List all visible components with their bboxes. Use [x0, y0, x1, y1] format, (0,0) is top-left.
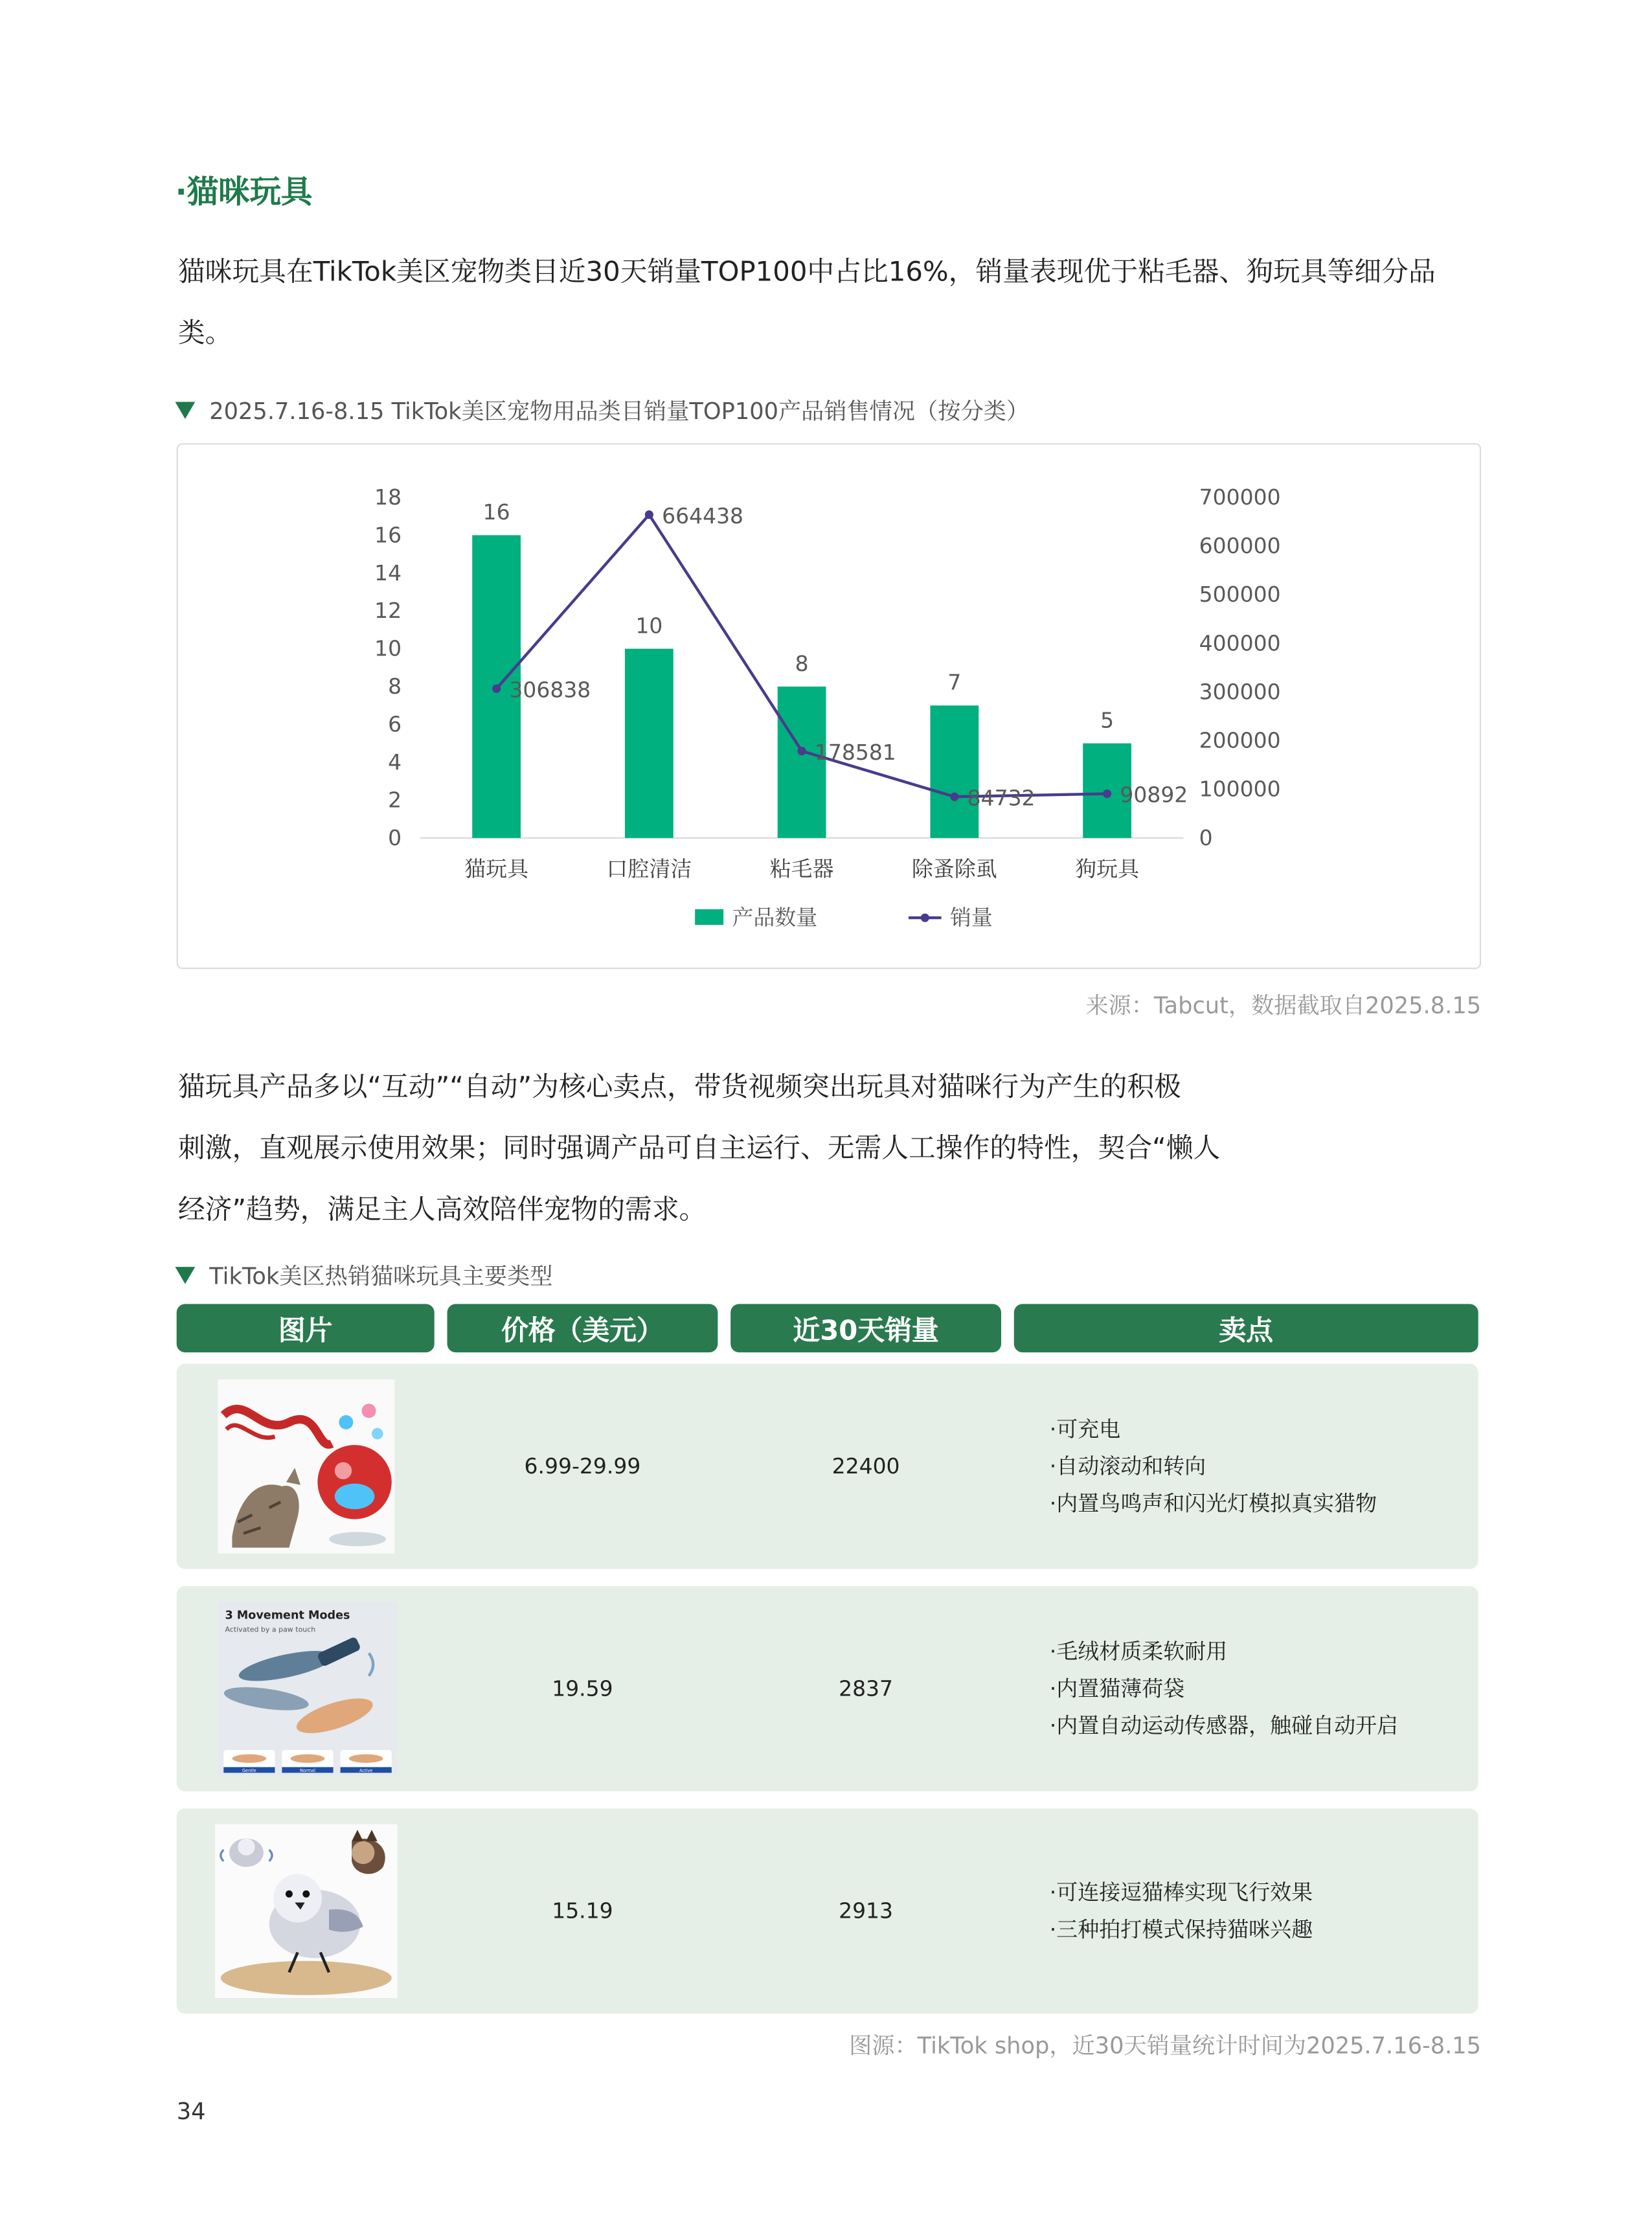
body-line-3: 经济”趋势，满足主人高效陪伴宠物的需求。: [177, 1194, 707, 1226]
x-tick-label: 口腔清洁: [606, 856, 692, 882]
x-tick-label: 除蚤除虱: [911, 856, 997, 882]
mode-active-label: Active: [359, 1768, 373, 1774]
table-caption: [175, 1258, 552, 1291]
x-tick-label: 粘毛器: [769, 856, 834, 882]
figure-caption-text: 2025.7.16-8.15 TikTok美区宠物用品类目销量TOP100产品销售情况（按分类）: [209, 397, 1030, 425]
selling-point: ·自动滚动和转向: [1049, 1453, 1206, 1479]
y-left-tick-label: 18: [374, 484, 402, 510]
y-left-tick-label: 12: [374, 598, 402, 624]
bar-data-label: 10: [635, 613, 663, 639]
selling-point: ·三种拍打模式保持猫咪兴趣: [1049, 1916, 1313, 1943]
image-title: 3 Movement Modes: [225, 1609, 350, 1622]
y-right-tick-label: 300000: [1199, 679, 1281, 705]
line-point: [492, 685, 501, 693]
page-number: 34: [176, 2097, 206, 2125]
combo-chart: [178, 445, 1480, 968]
legend-line-marker: [921, 913, 929, 922]
chart-container: [177, 443, 1481, 969]
table-source: 图源：TikTok shop，近30天销量统计时间为2025.7.16-8.15: [849, 2032, 1482, 2060]
selling-point: ·毛绒材质柔软耐用: [1049, 1639, 1228, 1665]
header-sales: 近30天销量: [730, 1304, 1001, 1352]
selling-point: ·内置自动运动传感器，触碰自动开启: [1049, 1712, 1399, 1739]
y-right-tick-label: 100000: [1199, 776, 1281, 802]
table-row: [177, 1808, 1478, 2014]
section-title: ·猫咪玩具: [175, 175, 313, 211]
y-right-tick-label: 500000: [1199, 582, 1281, 608]
body-paragraph: [178, 1058, 1481, 1242]
mode-gentle-label: Gentle: [242, 1768, 256, 1774]
line-point: [645, 510, 653, 519]
line-data-label: 664438: [662, 503, 744, 528]
line-data-label: 90892: [1120, 782, 1188, 808]
sales-cell: 2913: [839, 1898, 894, 1924]
selling-points-cell: [1050, 1364, 1377, 1569]
y-left-tick-label: 0: [388, 824, 402, 850]
table-caption-text: TikTok美区热销猫咪玩具主要类型: [209, 1262, 553, 1290]
y-left-tick-label: 10: [374, 635, 402, 661]
selling-points-cell: [1050, 1586, 1398, 1791]
line-data-label: 178581: [814, 739, 896, 765]
sales-cell: 2837: [839, 1675, 894, 1702]
line-data-label: 306838: [509, 677, 591, 703]
y-left-tick-label: 8: [388, 674, 402, 699]
header-image: 图片: [177, 1304, 435, 1352]
y-left-tick-label: 6: [388, 711, 402, 737]
body-line-1: 猫玩具产品多以“互动”“自动”为核心卖点，带货视频突出玩具对猫咪行为产生的积极: [177, 1071, 1181, 1104]
line-point: [950, 793, 958, 801]
price-cell: 15.19: [552, 1898, 613, 1924]
legend-bar-swatch: [695, 909, 723, 925]
bar: [625, 649, 673, 838]
figure-caption: [175, 393, 1029, 426]
bar-data-label: 16: [482, 499, 510, 525]
legend-line-label: 销量: [949, 905, 993, 931]
selling-points-cell: [1050, 1808, 1313, 2014]
sales-cell: 22400: [832, 1453, 900, 1479]
header-selling-points: 卖点: [1014, 1304, 1478, 1352]
line-data-label: 84732: [967, 785, 1035, 811]
y-left-tick-label: 14: [374, 560, 402, 585]
y-left-tick-label: 16: [374, 522, 402, 548]
bar-data-label: 8: [795, 650, 809, 676]
y-right-tick-label: 400000: [1199, 630, 1281, 656]
chart-source: 来源：Tabcut，数据截取自2025.8.15: [1085, 992, 1482, 1019]
selling-point: ·内置鸟鸣声和闪光灯模拟真实猎物: [1049, 1490, 1377, 1517]
y-right-tick-label: 700000: [1199, 484, 1281, 510]
legend-bar-label: 产品数量: [732, 905, 818, 931]
product-image-bird-toy: [215, 1824, 397, 1997]
triangle-bullet-icon: [175, 1266, 195, 1283]
line-point: [1103, 789, 1111, 798]
selling-point: ·可连接逗猫棒实现飞行效果: [1049, 1880, 1313, 1905]
line-point: [798, 747, 806, 755]
bar-data-label: 7: [947, 670, 962, 696]
body-line-2: 刺激，直观展示使用效果；同时强调产品可自主运行、无需人工操作的特性，契合“懒人: [177, 1133, 1221, 1164]
y-left-tick-label: 2: [388, 787, 402, 813]
y-right-tick-label: 0: [1199, 824, 1213, 850]
intro-paragraph: 猫咪玩具在TikTok美区宠物类目近30天销量TOP100中占比16%，销量表现优于粘毛器、狗玩具等细分品类。: [177, 256, 1436, 350]
table-row: [177, 1586, 1478, 1791]
bar: [930, 705, 979, 838]
bar-data-label: 5: [1100, 707, 1115, 733]
y-left-tick-label: 4: [388, 749, 402, 775]
triangle-bullet-icon: [175, 401, 195, 418]
price-cell: 19.59: [552, 1675, 613, 1702]
mode-normal-label: Normal: [300, 1768, 315, 1774]
y-right-tick-label: 200000: [1199, 727, 1281, 753]
y-right-tick-label: 600000: [1199, 533, 1281, 559]
selling-point: ·可充电: [1049, 1416, 1121, 1442]
x-tick-label: 猫玩具: [464, 856, 529, 882]
header-price: 价格（美元）: [447, 1304, 718, 1352]
x-tick-label: 狗玩具: [1075, 856, 1140, 882]
selling-point: ·内置猫薄荷袋: [1049, 1675, 1185, 1702]
table-row: [177, 1364, 1478, 1569]
product-image-fish-toy: [218, 1602, 397, 1775]
price-cell: 6.99-29.99: [524, 1453, 641, 1479]
image-subtitle: Activated by a paw touch: [225, 1625, 316, 1634]
product-image-ball-toy: [218, 1380, 394, 1553]
